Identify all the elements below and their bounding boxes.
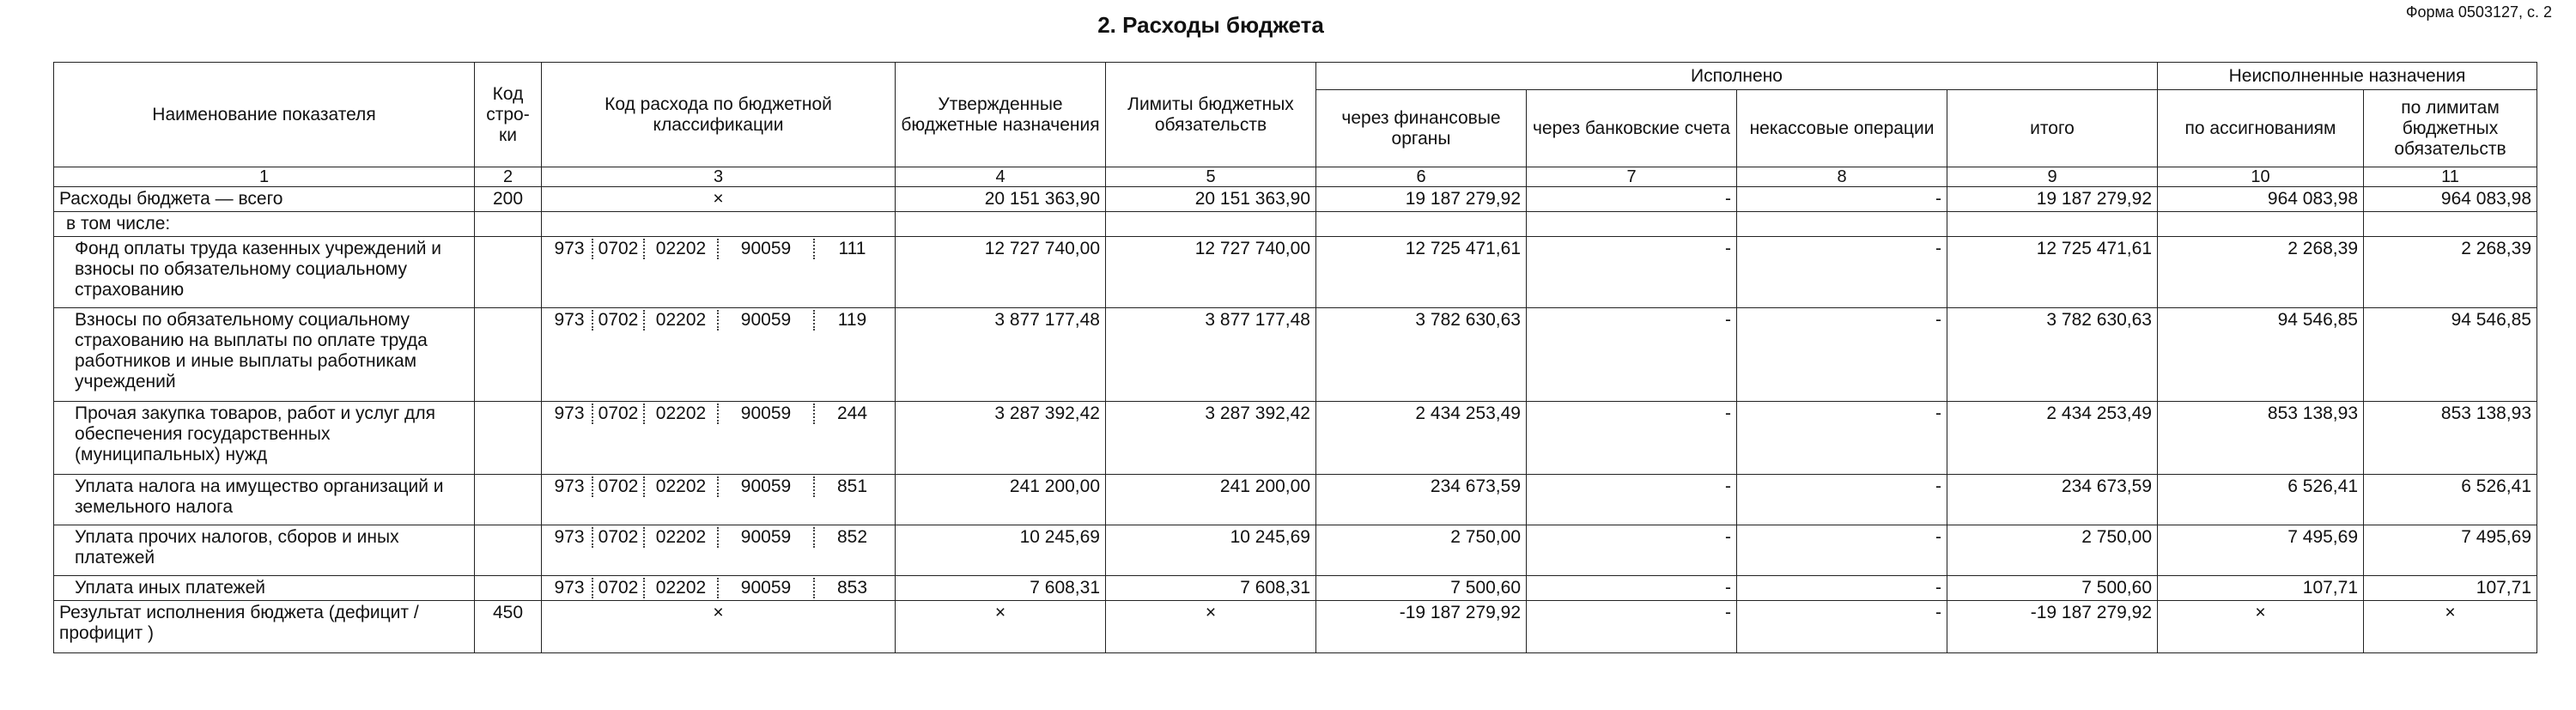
row-bank: - bbox=[1527, 187, 1737, 212]
row-alloc: 107,71 bbox=[2158, 576, 2364, 601]
row-approved: 7 608,31 bbox=[896, 576, 1106, 601]
table-row bbox=[54, 475, 2537, 525]
row-budget-code bbox=[542, 475, 896, 525]
code-part: 0702 bbox=[593, 239, 645, 259]
row-name: Результат исполнения бюджета (дефицит / профицит ) bbox=[54, 601, 475, 653]
expenses-table bbox=[53, 62, 2537, 653]
header-total: итого bbox=[1947, 90, 2158, 167]
table-row bbox=[54, 402, 2537, 475]
row-noncash: - bbox=[1737, 525, 1947, 576]
row-total: 234 673,59 bbox=[1947, 475, 2158, 525]
row-line-code: 450 bbox=[475, 601, 542, 653]
row-alloc: 2 268,39 bbox=[2158, 237, 2364, 308]
column-number: 11 bbox=[2364, 167, 2537, 187]
row-total: 2 750,00 bbox=[1947, 525, 2158, 576]
header-limits: Лимиты бюджетных обязательств bbox=[1106, 63, 1316, 167]
header-via-financial: через финансовые органы bbox=[1316, 90, 1527, 167]
row-bank: - bbox=[1527, 576, 1737, 601]
row-total: 19 187 279,92 bbox=[1947, 187, 2158, 212]
code-part: 973 bbox=[547, 527, 593, 548]
header-via-bank: через банковские счета bbox=[1527, 90, 1737, 167]
row-lim: 853 138,93 bbox=[2364, 402, 2537, 475]
row-lim: × bbox=[2364, 601, 2537, 653]
column-number: 10 bbox=[2158, 167, 2364, 187]
row-limits: 10 245,69 bbox=[1106, 525, 1316, 576]
row-alloc: × bbox=[2158, 601, 2364, 653]
row-bank: - bbox=[1527, 525, 1737, 576]
column-number: 6 bbox=[1316, 167, 1527, 187]
page-title: 2. Расходы бюджета bbox=[1097, 12, 1324, 38]
row-financial: 2 434 253,49 bbox=[1316, 402, 1527, 475]
form-number: Форма 0503127, с. 2 bbox=[2405, 3, 2552, 21]
row-lim: 964 083,98 bbox=[2364, 187, 2537, 212]
row-budget-code bbox=[542, 402, 896, 475]
row-financial: 2 750,00 bbox=[1316, 525, 1527, 576]
table-row bbox=[54, 237, 2537, 308]
row-approved: 12 727 740,00 bbox=[896, 237, 1106, 308]
table-row bbox=[54, 308, 2537, 402]
table-row bbox=[54, 576, 2537, 601]
code-part: 90059 bbox=[719, 404, 815, 424]
header-name: Наименование показателя bbox=[54, 63, 475, 167]
code-part: 973 bbox=[547, 310, 593, 331]
row-financial: -19 187 279,92 bbox=[1316, 601, 1527, 653]
row-line-code: 200 bbox=[475, 187, 542, 212]
row-budget-code bbox=[542, 237, 896, 308]
row-financial: 12 725 471,61 bbox=[1316, 237, 1527, 308]
row-alloc: 7 495,69 bbox=[2158, 525, 2364, 576]
code-part: 90059 bbox=[719, 527, 815, 548]
row-name: Уплата иных платежей bbox=[54, 576, 475, 601]
row-total: 7 500,60 bbox=[1947, 576, 2158, 601]
row-limits: 7 608,31 bbox=[1106, 576, 1316, 601]
code-part: 90059 bbox=[719, 310, 815, 331]
code-part: 90059 bbox=[719, 239, 815, 259]
header-budget-code: Код расхода по бюджетной классификации bbox=[542, 63, 896, 167]
row-lim: 6 526,41 bbox=[2364, 475, 2537, 525]
code-part: 852 bbox=[836, 527, 868, 547]
row-approved: 3 877 177,48 bbox=[896, 308, 1106, 402]
row-noncash: - bbox=[1737, 237, 1947, 308]
row-budget-code: × bbox=[542, 187, 896, 212]
row-name: Расходы бюджета — всего bbox=[54, 187, 475, 212]
code-part: 973 bbox=[547, 239, 593, 259]
row-noncash: - bbox=[1737, 402, 1947, 475]
row-budget-code bbox=[542, 525, 896, 576]
table-row-including bbox=[54, 212, 2537, 237]
code-part: 02202 bbox=[645, 476, 719, 497]
code-part: 90059 bbox=[719, 476, 815, 497]
row-alloc: 853 138,93 bbox=[2158, 402, 2364, 475]
header-line-code: Код стро-ки bbox=[475, 63, 542, 167]
code-part: 244 bbox=[836, 404, 868, 423]
code-part: 02202 bbox=[645, 578, 719, 598]
table-row bbox=[54, 525, 2537, 576]
code-part: 02202 bbox=[645, 527, 719, 548]
row-total: -19 187 279,92 bbox=[1947, 601, 2158, 653]
row-name: Прочая закупка товаров, работ и услуг для обеспечения государственных (муниципальных) нужд bbox=[54, 402, 475, 475]
row-bank: - bbox=[1527, 475, 1737, 525]
row-noncash: - bbox=[1737, 187, 1947, 212]
row-name: Уплата прочих налогов, сборов и иных платежей bbox=[54, 525, 475, 576]
code-part: 111 bbox=[838, 239, 866, 258]
row-limits: 12 727 740,00 bbox=[1106, 237, 1316, 308]
row-lim: 94 546,85 bbox=[2364, 308, 2537, 402]
code-part: 0702 bbox=[593, 310, 645, 331]
code-part: 90059 bbox=[719, 578, 815, 598]
row-approved: × bbox=[896, 601, 1106, 653]
row-bank: - bbox=[1527, 601, 1737, 653]
row-financial: 234 673,59 bbox=[1316, 475, 1527, 525]
code-part: 973 bbox=[547, 404, 593, 424]
column-number: 5 bbox=[1106, 167, 1316, 187]
row-name: Взносы по обязательному социальному страхованию на выплаты по оплате труда работников и иные выплаты работникам учреждений bbox=[54, 308, 475, 402]
row-alloc: 964 083,98 bbox=[2158, 187, 2364, 212]
row-noncash: - bbox=[1737, 308, 1947, 402]
row-limits: 20 151 363,90 bbox=[1106, 187, 1316, 212]
header-approved: Утвержденные бюджетные назначения bbox=[896, 63, 1106, 167]
code-part: 02202 bbox=[645, 239, 719, 259]
row-lim: 7 495,69 bbox=[2364, 525, 2537, 576]
header-by-allocations: по ассигнованиям bbox=[2158, 90, 2364, 167]
column-number: 2 bbox=[475, 167, 542, 187]
row-limits: 3 877 177,48 bbox=[1106, 308, 1316, 402]
row-total: 2 434 253,49 bbox=[1947, 402, 2158, 475]
row-budget-code bbox=[542, 308, 896, 402]
row-budget-code bbox=[542, 576, 896, 601]
column-number: 9 bbox=[1947, 167, 2158, 187]
header-by-limits: по лимитам бюджетных обязательств bbox=[2364, 90, 2537, 167]
row-lim: 2 268,39 bbox=[2364, 237, 2537, 308]
column-number: 7 bbox=[1527, 167, 1737, 187]
column-number: 8 bbox=[1737, 167, 1947, 187]
row-limits: 3 287 392,42 bbox=[1106, 402, 1316, 475]
row-total: 12 725 471,61 bbox=[1947, 237, 2158, 308]
code-part: 853 bbox=[836, 578, 868, 598]
row-budget-code: × bbox=[542, 601, 896, 653]
row-name: Уплата налога на имущество организаций и земельного налога bbox=[54, 475, 475, 525]
row-name: Фонд оплаты труда казенных учреждений и взносы по обязательному социальному страхованию bbox=[54, 237, 475, 308]
row-approved: 10 245,69 bbox=[896, 525, 1106, 576]
row-approved: 3 287 392,42 bbox=[896, 402, 1106, 475]
header-executed: Исполнено bbox=[1316, 63, 2158, 90]
code-part: 119 bbox=[837, 310, 867, 330]
row-alloc: 94 546,85 bbox=[2158, 308, 2364, 402]
code-part: 0702 bbox=[593, 578, 645, 598]
column-number: 4 bbox=[896, 167, 1106, 187]
code-part: 851 bbox=[836, 476, 868, 496]
code-part: 973 bbox=[547, 578, 593, 598]
row-bank: - bbox=[1527, 237, 1737, 308]
row-bank: - bbox=[1527, 308, 1737, 402]
row-limits: 241 200,00 bbox=[1106, 475, 1316, 525]
header-noncash: некассовые операции bbox=[1737, 90, 1947, 167]
row-limits: × bbox=[1106, 601, 1316, 653]
code-part: 0702 bbox=[593, 404, 645, 424]
row-approved: 241 200,00 bbox=[896, 475, 1106, 525]
code-part: 0702 bbox=[593, 476, 645, 497]
row-total: 3 782 630,63 bbox=[1947, 308, 2158, 402]
row-lim: 107,71 bbox=[2364, 576, 2537, 601]
row-bank: - bbox=[1527, 402, 1737, 475]
code-part: 02202 bbox=[645, 404, 719, 424]
table-row-result bbox=[54, 601, 2537, 653]
row-noncash: - bbox=[1737, 576, 1947, 601]
column-number: 3 bbox=[542, 167, 896, 187]
table-row-total bbox=[54, 187, 2537, 212]
row-financial: 3 782 630,63 bbox=[1316, 308, 1527, 402]
including-label: в том числе: bbox=[54, 212, 475, 237]
code-part: 973 bbox=[547, 476, 593, 497]
row-noncash: - bbox=[1737, 601, 1947, 653]
code-part: 02202 bbox=[645, 310, 719, 331]
row-approved: 20 151 363,90 bbox=[896, 187, 1106, 212]
code-part: 0702 bbox=[593, 527, 645, 548]
header-unexecuted: Неисполненные назначения bbox=[2158, 63, 2537, 90]
row-financial: 7 500,60 bbox=[1316, 576, 1527, 601]
row-financial: 19 187 279,92 bbox=[1316, 187, 1527, 212]
column-number: 1 bbox=[54, 167, 475, 187]
row-noncash: - bbox=[1737, 475, 1947, 525]
row-alloc: 6 526,41 bbox=[2158, 475, 2364, 525]
